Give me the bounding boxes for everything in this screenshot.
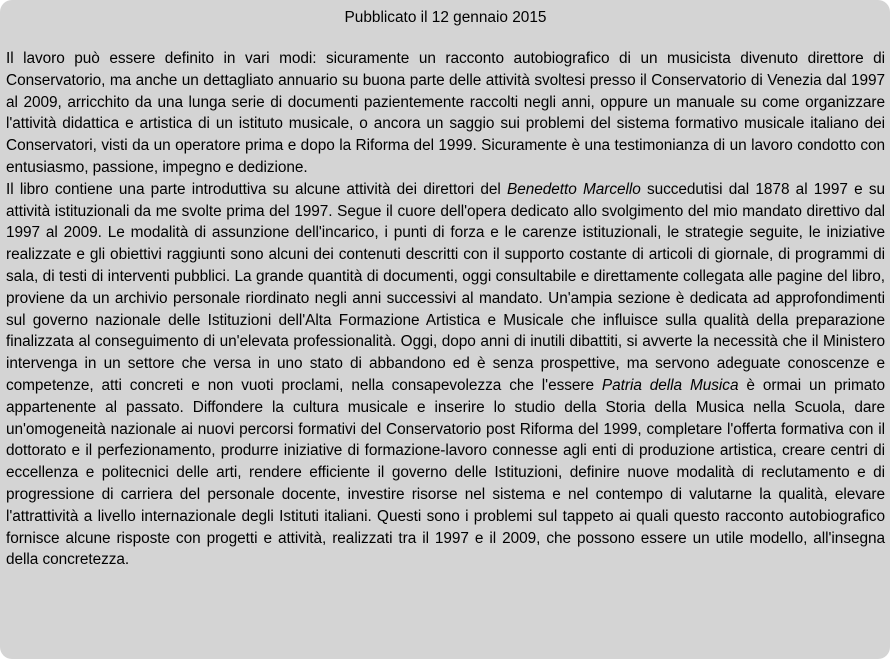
publication-date: Pubblicato il 12 gennaio 2015 bbox=[344, 9, 547, 26]
paragraph-2-text-middle: succedutisi dal 1878 al 1997 e su attività istituzionali da me svolte prima del 1997. Segue il cuore dell'opera dedicato allo svolgimento del mio mandato direttivo dal 1997 al 2009. Le modalità di assunzione dell'incarico, i punti di forza e le carenze istituzionali, le strategie seguite, le iniziative realizzate e gli obiettivi raggiunti sono alcuni dei contenuti descritti con il supporto costante di articoli di giornale, di programmi di sala, di testi di interventi pubblici. La grande quantità di documenti, oggi consultabile e direttamente collegata alle pagine del libro, proviene da un archivio personale riordinato negli anni successivi al mandato. Un'ampia sezione è dedicata ad approfondimenti sul governo nazionale delle Istituzioni dell'Alta Formazione Artistica e Musicale che influisce sulla qualità della preparazione finalizzata al conseguimento di un'elevata professionalità. Oggi, dopo anni di inutili dibattiti, si avverte la necessità che il Ministero intervenga in un settore che versa in uno stato di abbandono ed è senza prospettive, ma servono adeguate conoscenze e competenze, atti concreti e non vuoti proclami, nella consapevolezza che l'essere bbox=[6, 180, 885, 394]
body-paragraph-1: Il lavoro può essere definito in vari modi: sicuramente un racconto autobiografico di un musicista divenuto direttore di Conservatorio, ma anche un dettagliato annuario su buona parte delle attività svoltesi presso il Conservatorio di Venezia dal 1997 al 2009, arricchito da una lunga serie di documenti pazientemente raccolti negli anni, oppure un manuale su come organizzare l'attività didattica e artistica di un istituto musicale, o ancora un saggio sui problemi del sistema formativo musicale italiano dei Conservatori, visti da un operatore prima e dopo la Riforma del 1999. Sicuramente è una testimonianza di un lavoro condotto con entusiasmo, passione, impegno e dedizione. bbox=[6, 50, 885, 176]
body-paragraph-2 bbox=[6, 179, 885, 571]
paragraph-2-text-start: Il libro contiene una parte introduttiva su alcune attività dei direttori del bbox=[6, 180, 508, 198]
patria-della-musica-phrase: Patria della Musica bbox=[601, 376, 739, 394]
paragraph-2-text-end: è ormai un primato appartenente al passato. Diffondere la cultura musicale e inserire lo studio della Storia della Musica nella Scuola, dare un'omogeneità nazionale ai nuovi percorsi formativi del Conservatorio post Riforma del 1999, completare l'offerta formativa con il dottorato e il perfezionamento, produrre iniziative di formazione-lavoro connesse agli enti di produzione artistica, creare centri di eccellenza e politecnici delle arti, rendere efficiente il governo delle Istituzioni, definire nuove modalità di reclutamento e di progressione di carriera del personale docente, investire risorse nel sistema e nel contempo di valutarne la qualità, elevare l'attrattività a livello internazionale degli Istituti italiani. Questi sono i problemi sul tappeto ai quali questo racconto autobiografico fornisce alcune risposte con progetti e attività, realizzati tra il 1997 e il 2009, che possono essere un utile modello, all'insegna della concretezza. bbox=[6, 376, 885, 569]
conservatory-name: Benedetto Marcello bbox=[507, 180, 641, 198]
